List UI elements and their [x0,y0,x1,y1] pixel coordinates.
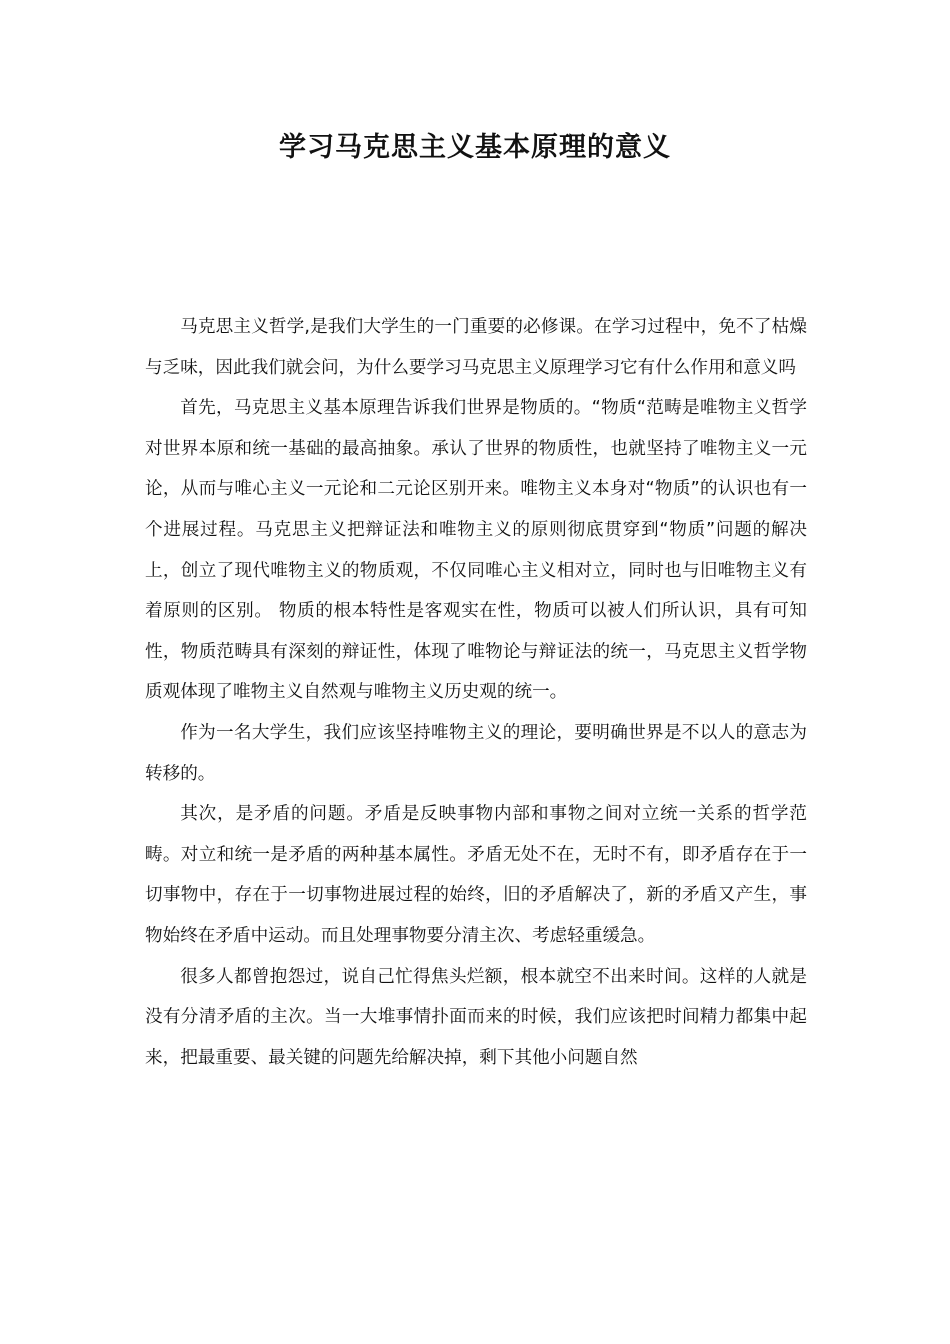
paragraph-5: 很多人都曾抱怨过，说自己忙得焦头烂额，根本就空不出来时间。这样的人就是没有分清矛盾的主次。当一大堆事情扑面而来的时候，我们应该把时间精力都集中起来，把最重要、最关键的问题先给解决掉，剩下其他小问题自然 [145,966,807,1068]
paragraph-1: 马克思主义哲学,是我们大学生的一门重要的必修课。在学习过程中，免不了枯燥与乏味，因此我们就会问，为什么要学习马克思主义原理学习它有什么作用和意义吗 [145,317,807,378]
document-body [145,307,807,1078]
paragraph-4: 其次，是矛盾的问题。矛盾是反映事物内部和事物之间对立统一关系的哲学范畴。对立和统一是矛盾的两种基本属性。矛盾无处不在，无时不有，即矛盾存在于一切事物中，存在于一切事物进展过程的始终，旧的矛盾解决了，新的矛盾又产生，事物始终在矛盾中运动。而且处理事物要分清主次、考虑轻重缓急。 [145,804,807,946]
document-title: 学习马克思主义基本原理的意义 [279,132,671,163]
paragraph-2: 首先，马克思主义基本原理告诉我们世界是物质的。“物质“范畴是唯物主义哲学对世界本原和统一基础的最高抽象。承认了世界的物质性，也就坚持了唯物主义一元论，从而与唯心主义一元论和二元论区别开来。唯物主义本身对“物质”的认识也有一个进展过程。马克思主义把辩证法和唯物主义的原则彻底贯穿到“物质”问题的解决上，创立了现代唯物主义的物质观，不仅同唯心主义相对立，同时也与旧唯物主义有着原则的区别。 物质的根本特性是客观实在性，物质可以被人们所认识，具有可知性，物质范畴具有深刻的辩证性，体现了唯物论与辩证法的统一，马克思主义哲学物质观体现了唯物主义自然观与唯物主义历史观的统一。 [145,398,807,703]
paragraph-3: 作为一名大学生，我们应该坚持唯物主义的理论，要明确世界是不以人的意志为转移的。 [145,722,807,784]
